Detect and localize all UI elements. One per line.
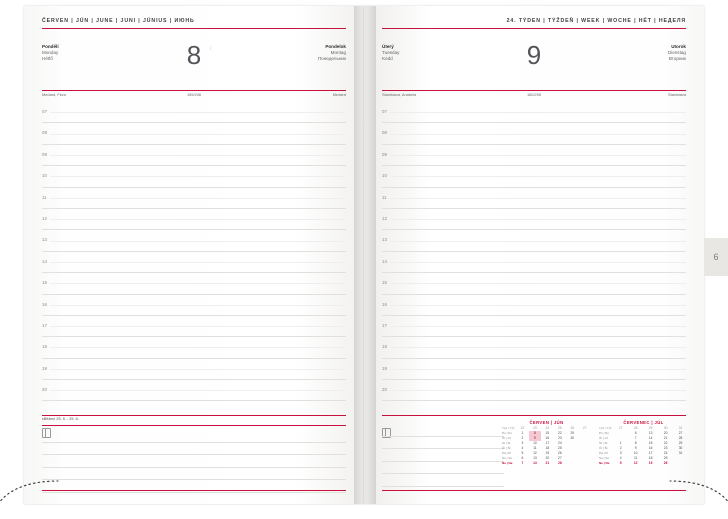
mini-calendar-day[interactable]: 4 <box>521 446 524 451</box>
left-note-lines <box>42 430 346 493</box>
half-hour-rule <box>390 176 686 177</box>
left-footer-rule <box>42 490 346 491</box>
mini-calendar-day[interactable]: 29 <box>648 426 653 431</box>
left-hour-grid <box>42 102 346 401</box>
half-hour-rule <box>50 155 346 156</box>
note-line[interactable] <box>382 474 504 487</box>
mini-calendar-day[interactable]: 8 <box>634 441 637 446</box>
mini-calendar-day[interactable]: 27 <box>582 426 587 431</box>
half-hour-rule <box>390 112 686 113</box>
mini-calendar-day[interactable]: 9 <box>529 436 541 441</box>
hour-label: 14 <box>382 258 387 264</box>
mini-calendar-day[interactable]: 29 <box>678 441 683 446</box>
mini-calendar-day[interactable]: 24 <box>557 441 562 446</box>
mini-calendar-day[interactable]: 8 <box>529 431 541 436</box>
mini-calendar-day[interactable]: 29 <box>570 431 575 436</box>
hour-label: 19 <box>382 365 387 371</box>
hour-row[interactable] <box>382 295 686 316</box>
half-hour-rule <box>50 176 346 177</box>
mini-calendar-row-label: Čt | Št <box>502 446 511 451</box>
right-name-rule <box>382 90 686 91</box>
mini-calendar-day[interactable]: 21 <box>663 436 668 441</box>
mini-calendar-day[interactable]: 30 <box>678 446 683 451</box>
right-nameday: Stanislava, Anabela <box>382 92 417 97</box>
half-hour-rule <box>390 262 686 263</box>
mini-calendar-day[interactable]: 26 <box>557 451 562 456</box>
hour-row[interactable] <box>42 123 346 144</box>
hour-label: 20 <box>382 387 387 393</box>
mini-calendar-day[interactable]: 28 <box>557 461 562 466</box>
right-header-rule <box>382 28 686 29</box>
mini-calendar-day[interactable]: 23 <box>663 446 668 451</box>
mini-calendar-day[interactable]: 24 <box>545 426 550 431</box>
hour-label: 09 <box>42 151 47 157</box>
mini-calendar-row-label: So | So <box>502 456 513 461</box>
mini-calendar-day[interactable]: 22 <box>520 426 525 431</box>
mini-calendar-day[interactable]: 3 <box>619 451 622 456</box>
decorative-arc-right <box>668 479 728 519</box>
mini-calendar-day[interactable]: 21 <box>545 461 550 466</box>
half-hour-rule <box>50 241 346 242</box>
hour-label: 17 <box>382 322 387 328</box>
left-nameday: Medard, Fkva <box>42 92 66 97</box>
note-line[interactable] <box>42 430 346 443</box>
half-hour-rule <box>390 390 686 391</box>
left-memo-rule <box>42 425 346 426</box>
left-day-names-primary: Pondělí Monday Hétfő <box>42 44 59 62</box>
mini-calendar-row-label: Pá | Pi <box>599 451 609 456</box>
half-hour-rule <box>390 241 686 242</box>
hour-row[interactable] <box>42 102 346 123</box>
hour-label: 10 <box>382 173 387 179</box>
mini-calendar-row-label: So | So <box>599 456 610 461</box>
mini-calendar-day[interactable]: 7 <box>521 461 524 466</box>
half-hour-rule <box>390 369 686 370</box>
mini-calendar-day[interactable]: 2 <box>521 436 524 441</box>
left-nameday-sk: Medard <box>332 92 346 97</box>
mini-calendar-day[interactable]: 5 <box>619 461 622 466</box>
hour-row[interactable] <box>42 380 346 401</box>
note-line[interactable] <box>42 455 346 468</box>
hour-label: 12 <box>42 215 47 221</box>
mini-calendar-day[interactable]: 13 <box>533 456 537 461</box>
hour-row[interactable] <box>382 145 686 166</box>
mini-calendar-day[interactable]: 6 <box>521 456 524 461</box>
mini-calendar-day[interactable]: 2 <box>619 446 622 451</box>
hour-row[interactable] <box>42 188 346 209</box>
mini-calendar-day[interactable]: 20 <box>663 431 668 436</box>
hour-label: 17 <box>42 322 47 328</box>
mini-calendar-day[interactable]: 24 <box>663 451 668 456</box>
hour-row[interactable] <box>382 359 686 380</box>
note-line[interactable] <box>382 437 504 450</box>
mini-calendar-row-label: Po | Po <box>599 431 610 436</box>
half-hour-rule <box>50 347 346 348</box>
hour-label: 10 <box>42 173 47 179</box>
mini-calendar-title: ČERVEN | JÚN <box>529 420 564 425</box>
hour-row[interactable] <box>42 209 346 230</box>
mini-calendar-day[interactable]: 13 <box>648 431 653 436</box>
right-bottom-rule <box>382 415 686 416</box>
mini-calendar-row-label: Týd | Týž <box>502 426 515 431</box>
mini-calendar-day[interactable]: 30 <box>570 436 575 441</box>
right-page-header: 24. TÝDEN | TÝŽDEŇ | WEEK | WOCHE | HÉT | НЕДЕЛЯ <box>506 18 686 24</box>
mini-calendar-row-label: Pá | Pi <box>502 451 512 456</box>
mini-calendars <box>502 420 688 466</box>
half-hour-rule <box>390 347 686 348</box>
hour-row[interactable] <box>42 230 346 251</box>
mini-calendar-row-label: Út | Ut <box>502 436 511 441</box>
book-gutter <box>354 6 376 504</box>
mini-calendar-day[interactable]: 1 <box>619 441 622 446</box>
hour-row[interactable] <box>382 102 686 123</box>
mini-calendar-row <box>599 461 688 466</box>
right-hour-grid <box>382 102 686 401</box>
right-date-number: 9 <box>526 40 542 70</box>
hour-row[interactable] <box>382 252 686 273</box>
mini-calendar-day[interactable]: 19 <box>648 461 653 466</box>
mini-calendar-title: ČERVENEC | JÚL <box>623 420 664 425</box>
hour-label: 13 <box>42 237 47 243</box>
mini-calendar-day[interactable]: 23 <box>533 426 537 431</box>
mini-calendar-day[interactable]: 31 <box>678 426 683 431</box>
mini-calendar-day[interactable]: 18 <box>545 446 550 451</box>
right-nameday-sk: Stanislava <box>668 92 686 97</box>
hour-label: 20 <box>42 387 47 393</box>
mini-calendar-day[interactable]: 14 <box>533 461 537 466</box>
mini-calendar-day[interactable]: 27 <box>557 456 562 461</box>
hour-row[interactable] <box>382 123 686 144</box>
mini-calendar-day[interactable]: 25 <box>557 426 562 431</box>
mini-calendar-day[interactable]: 28 <box>633 426 638 431</box>
mini-calendar-day[interactable]: 19 <box>545 451 550 456</box>
diary-spread <box>24 6 704 504</box>
left-memo-note: •• Běžecí 25. 5. - 25. 6. <box>42 417 79 421</box>
mini-calendar-day[interactable]: 16 <box>545 436 550 441</box>
hour-row[interactable] <box>382 209 686 230</box>
mini-calendar-day[interactable]: 23 <box>557 436 562 441</box>
right-page <box>364 6 704 504</box>
mini-calendar-day[interactable]: 25 <box>663 456 668 461</box>
mini-calendar-day[interactable]: 12 <box>633 461 638 466</box>
mini-calendar-day[interactable]: 17 <box>545 441 550 446</box>
mini-calendar-day[interactable]: 11 <box>633 456 638 461</box>
left-daycount: 159/206 <box>186 92 202 97</box>
half-hour-rule <box>50 134 346 135</box>
note-line[interactable] <box>42 468 346 481</box>
hour-label: 12 <box>382 215 387 221</box>
hour-label: 19 <box>42 365 47 371</box>
mini-calendar-day[interactable]: 16 <box>648 446 653 451</box>
mini-calendar-day[interactable]: 26 <box>570 426 575 431</box>
mini-calendar-day[interactable]: 18 <box>648 456 653 461</box>
memo-bullet-icon: •• <box>42 417 43 421</box>
mini-calendar-day[interactable]: 15 <box>545 431 550 436</box>
note-line[interactable] <box>382 449 504 462</box>
half-hour-rule <box>50 305 346 306</box>
hour-row[interactable] <box>382 230 686 251</box>
mini-calendar-row-label: Po | Po <box>502 431 513 436</box>
right-footer-rule <box>382 490 686 491</box>
half-hour-rule <box>50 198 346 199</box>
hour-row[interactable] <box>382 273 686 294</box>
mini-calendar-row-label: St | St <box>502 441 511 446</box>
mini-calendar-row-label: Ne | Ne <box>502 461 513 466</box>
half-hour-rule <box>390 219 686 220</box>
mini-calendar-day[interactable]: 15 <box>648 441 653 446</box>
mini-calendar-day[interactable]: 6 <box>634 431 637 436</box>
hour-row[interactable] <box>42 145 346 166</box>
half-hour-rule <box>50 112 346 113</box>
note-line[interactable] <box>382 424 504 437</box>
decorative-arc-left <box>0 479 60 519</box>
right-daycount: 160/205 <box>526 92 542 97</box>
hour-label: 11 <box>382 194 387 200</box>
half-hour-rule <box>390 326 686 327</box>
mini-calendar-day[interactable]: 7 <box>634 436 637 441</box>
hour-label: 09 <box>382 151 387 157</box>
hour-label: 07 <box>382 109 387 114</box>
mini-calendar-day[interactable] <box>673 461 688 466</box>
right-day-names-primary: Úterý Tuesday Kedd <box>382 44 400 62</box>
mini-calendar-day[interactable]: 14 <box>648 436 653 441</box>
mini-calendar-day[interactable]: 9 <box>634 446 637 451</box>
mini-calendar-day[interactable]: 4 <box>619 456 622 461</box>
half-hour-rule <box>390 283 686 284</box>
hour-label: 07 <box>42 109 47 114</box>
half-hour-rule <box>50 262 346 263</box>
left-page-header: ČERVEN | JÚN | JUNE | JUNI | JÚNIUS | ИЮНЬ <box>42 18 195 24</box>
half-hour-rule <box>390 198 686 199</box>
hour-row[interactable] <box>42 273 346 294</box>
half-hour-rule <box>50 369 346 370</box>
mini-calendar-day[interactable]: 26 <box>663 461 668 466</box>
hour-label: 15 <box>382 280 387 286</box>
hour-row[interactable] <box>42 252 346 273</box>
mini-calendar-day[interactable]: 10 <box>633 451 638 456</box>
left-day-names-secondary: Pondelok Montag Понедельник <box>317 44 346 62</box>
mini-calendar-day[interactable]: 28 <box>678 436 683 441</box>
half-hour-rule <box>50 219 346 220</box>
hour-label: 16 <box>42 301 47 307</box>
right-note-lines <box>382 424 504 487</box>
mini-calendar-row-label: Út | Ut <box>599 436 608 441</box>
mini-calendar <box>599 420 688 466</box>
right-day-names-secondary: Utorok Dienstag Вторник <box>667 44 686 62</box>
left-header-rule <box>42 28 346 29</box>
mini-calendar-row <box>502 461 591 466</box>
mini-calendar <box>502 420 591 466</box>
mini-calendar-day[interactable]: 10 <box>533 441 537 446</box>
mini-calendar-row-label: Čt | Št <box>599 446 608 451</box>
mini-calendar-day[interactable]: 12 <box>533 451 537 456</box>
half-hour-rule <box>390 155 686 156</box>
hour-label: 16 <box>382 301 387 307</box>
hour-row[interactable] <box>382 380 686 401</box>
left-date-number: 8 <box>186 40 202 70</box>
hour-label: 08 <box>382 130 387 136</box>
mini-calendar-day[interactable]: 30 <box>663 426 668 431</box>
hour-label: 11 <box>42 194 47 200</box>
mini-calendar-day[interactable]: 22 <box>557 431 562 436</box>
half-hour-rule <box>390 305 686 306</box>
mini-calendar-row-label: Týd | Týž <box>599 426 612 431</box>
mini-calendar-day[interactable]: 22 <box>663 441 668 446</box>
mini-calendar-day[interactable]: 5 <box>521 451 524 456</box>
hour-label: 18 <box>382 344 387 350</box>
note-line[interactable] <box>42 443 346 456</box>
hour-row[interactable] <box>42 359 346 380</box>
mini-calendar-day[interactable]: 1 <box>521 431 524 436</box>
hour-row[interactable] <box>382 188 686 209</box>
note-line[interactable] <box>382 462 504 475</box>
mini-calendar-day[interactable] <box>579 461 592 466</box>
hour-row[interactable] <box>42 295 346 316</box>
left-bottom-rule <box>42 415 346 416</box>
half-hour-rule <box>390 134 686 135</box>
mini-calendar-day[interactable] <box>566 461 578 466</box>
month-tab-6[interactable]: 6 <box>704 238 728 276</box>
half-hour-rule <box>50 283 346 284</box>
mini-calendar-day[interactable]: 11 <box>533 446 537 451</box>
mini-calendar-day[interactable]: 27 <box>678 431 683 436</box>
half-hour-rule <box>50 390 346 391</box>
hour-row[interactable] <box>382 166 686 187</box>
hour-row[interactable] <box>42 166 346 187</box>
mini-calendar-day[interactable]: 31 <box>678 451 683 456</box>
hour-row[interactable] <box>42 316 346 337</box>
hour-row[interactable] <box>382 337 686 358</box>
hour-label: 08 <box>42 130 47 136</box>
hour-label: 15 <box>42 280 47 286</box>
mini-calendar-row-label: Ne | Ne <box>599 461 610 466</box>
moon-phase-icon: ☾ <box>209 46 214 52</box>
mini-calendar-day[interactable]: 27 <box>618 426 623 431</box>
half-hour-rule <box>50 326 346 327</box>
left-name-rule <box>42 90 346 91</box>
mini-calendar-day[interactable]: 20 <box>545 456 550 461</box>
hour-label: 13 <box>382 237 387 243</box>
mini-calendar-row-label: St | St <box>599 441 608 446</box>
mini-calendar-day[interactable]: 3 <box>521 441 524 446</box>
hour-row[interactable] <box>42 337 346 358</box>
note-line[interactable] <box>42 480 346 493</box>
mini-calendar-day[interactable]: 17 <box>648 451 653 456</box>
hour-label: 14 <box>42 258 47 264</box>
left-page <box>24 6 364 504</box>
mini-calendar-day[interactable]: 25 <box>557 446 562 451</box>
hour-row[interactable] <box>382 316 686 337</box>
hour-label: 18 <box>42 344 47 350</box>
